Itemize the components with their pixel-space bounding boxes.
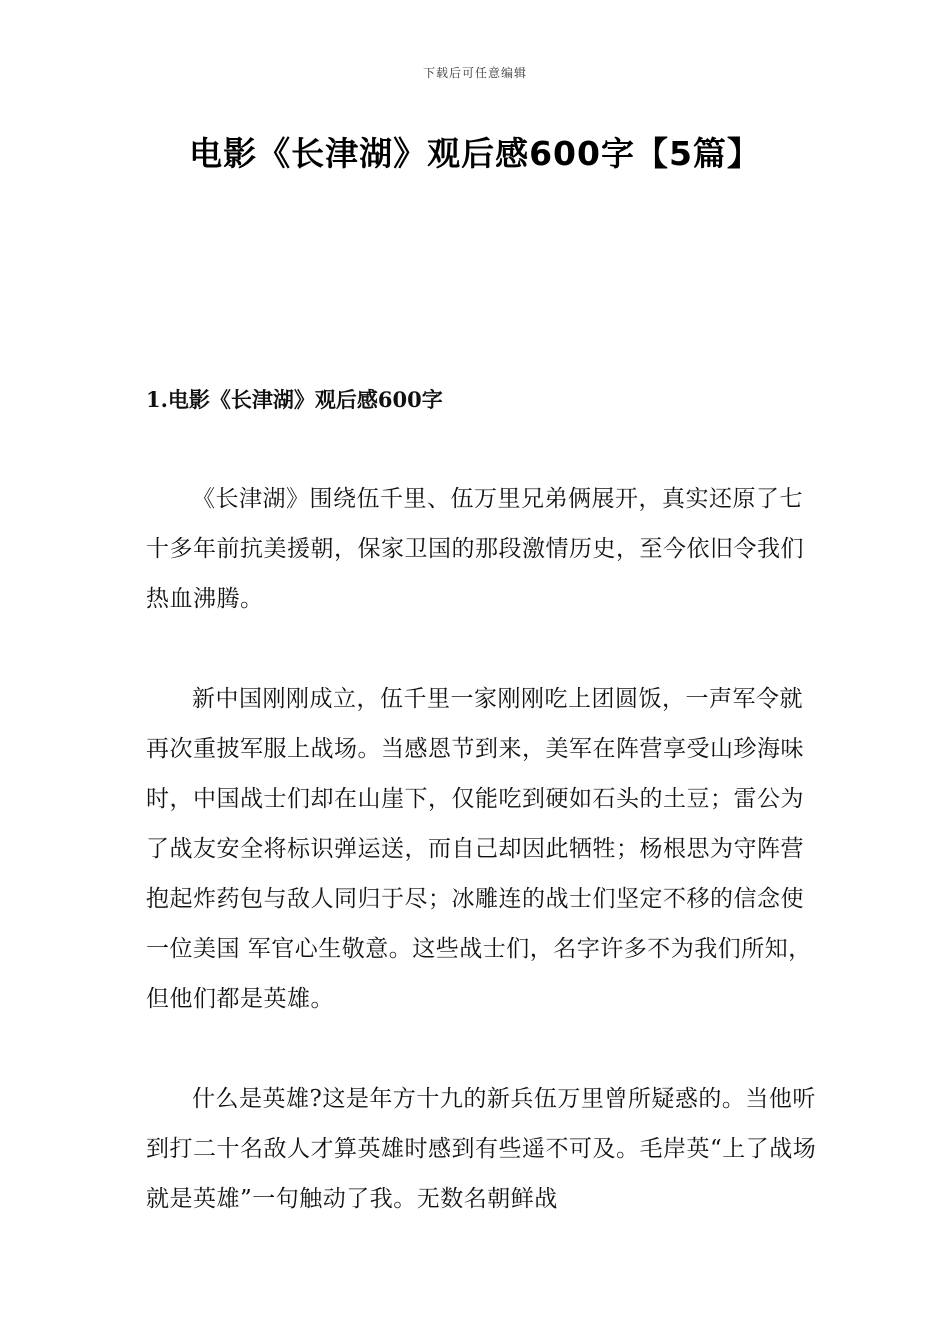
section-heading: 1.电影《长津湖》观后感600字 [146,387,443,412]
body-paragraph-3: 什么是英雄?这是年方十九的新兵伍万里曾所疑惑的。当他听到打二十名敌人才算英雄时感到有些遥不可及。毛岸英“上了战场就是英雄”一句触动了我。无数名朝鲜战 [146,1086,817,1212]
document-title: 电影《长津湖》观后感600字【5篇】 [189,134,761,173]
body-paragraph-2: 新中国刚刚成立，伍千里一家刚刚吃上团圆饭，一声军令就再次重披军服上战场。当感恩节到来，美军在阵营享受山珍海味时，中国战士们却在山崖下，仅能吃到硬如石头的土豆；雷公为了战友安全将标识弹运送，而自己却因此牺牲；杨根思为守阵营抱起炸药包与敌人同归于尽；冰雕连的战士们坚定不移的信念使一位美国 军官心生敬意。这些战士们，名字许多不为我们所知，但他们都是英雄。 [146,686,812,1012]
body-paragraph-1: 《长津湖》围绕伍千里、伍万里兄弟俩展开，真实还原了七十多年前抗美援朝，保家卫国的那段激情历史，至今依旧令我们热血沸腾。 [146,486,804,612]
header-note: 下载后可任意编辑 [422,66,527,80]
